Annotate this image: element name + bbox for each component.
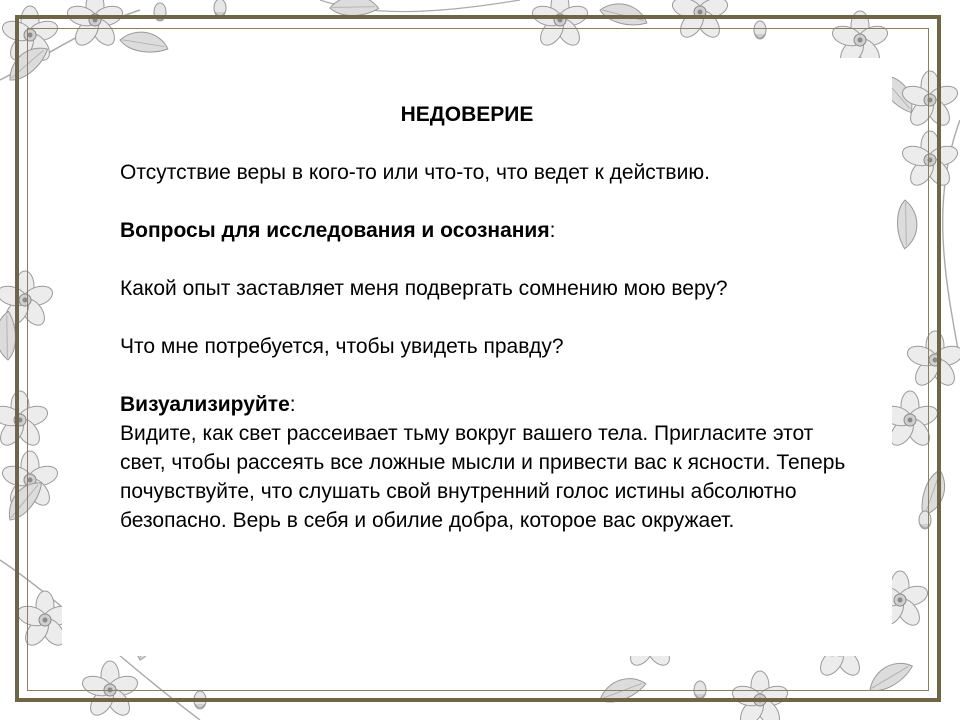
question-2: Что мне потребуется, чтобы увидеть правду? bbox=[120, 335, 564, 358]
definition-text: Отсутствие веры в кого-то или что-то, что ведет к действию. bbox=[120, 161, 710, 184]
slide-text-block bbox=[120, 100, 850, 535]
visualize-heading bbox=[120, 390, 850, 419]
questions-heading bbox=[120, 216, 850, 245]
visualize-text: Видите, как свет рассеивает тьму вокруг вашего тела. Пригласите этот свет, чтобы рассеять все ложные мысли и привести вас к ясности. Теперь почувствуйте, что слушать свой внутренний голос истины абсолютно безопасно. Верь в себя и обилие добра, которое вас окружает. bbox=[120, 422, 846, 532]
visualize-heading-label: Визуализируйте bbox=[120, 393, 290, 416]
slide-title: НЕДОВЕРИЕ bbox=[400, 103, 534, 126]
questions-heading-colon: : bbox=[549, 219, 556, 242]
question-1: Какой опыт заставляет меня подвергать сомнению мою веру? bbox=[120, 277, 728, 300]
questions-heading-label: Вопросы для исследования и осознания bbox=[120, 219, 550, 242]
visualize-heading-colon: : bbox=[289, 393, 296, 416]
